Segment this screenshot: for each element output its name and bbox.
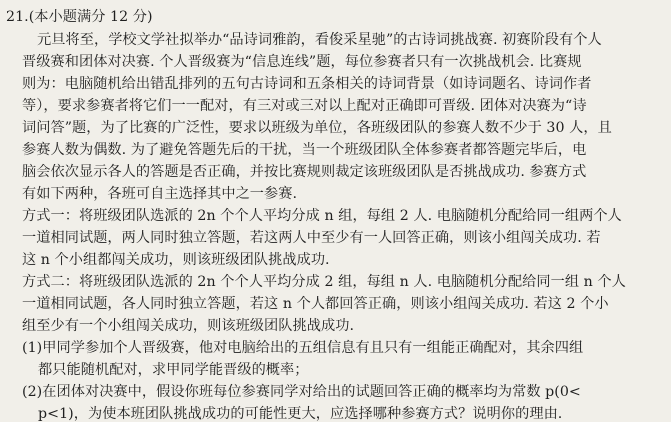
question-line-2: 晋级赛和团体对决赛. 个人晋级赛为“信息连线”题，每位参赛者只有一次挑战机会. 比赛规 (22, 54, 582, 70)
question-line-7: 脑会依次显示各人的答题是否正确，并按比赛规则裁定该班级团队是否挑战成功. 参赛方式 (22, 164, 587, 180)
method-one-line-1: 方式一：将班级团队选派的 2n 个个人平均分成 n 组，每组 2 人. 电脑随机分配给同一组两个人 (22, 208, 622, 224)
question-line-5: 词问答”题，为了比赛的广泛性，要求以班级为单位，各班级团队的参赛人数不少于 30 人，且 (22, 120, 612, 136)
question-line-3: 则为：电脑随机给出错乱排列的五句古诗词和五条相关的诗词背景（如诗词题名、诗词作者 (22, 76, 592, 92)
question-line-1: 元旦将至，学校文学社拟举办“品诗词雅韵，看俊采星驰”的古诗词挑战赛. 初赛阶段有个人 (37, 32, 602, 48)
subquestion-2-line-2: p<1)，为使本班团队挑战成功的可能性更大，应选择哪种参赛方式？说明你的理由. (38, 406, 563, 422)
subquestion-1-line-1: (1)甲同学参加个人晋级赛，他对电脑给出的五组信息有且只有一组能正确配对，其余四组 (22, 340, 584, 356)
subquestion-2-line-1: (2)在团体对决赛中，假设你班每位参赛同学对给出的试题回答正确的概率均为常数 p(0< (22, 384, 581, 400)
question-line-8: 有如下两种，各班可自主选择其中之一参赛. (22, 186, 298, 202)
method-one-line-3: 这 n 个小组都闯关成功，则该班级团队挑战成功. (22, 252, 330, 268)
method-two-line-2: 一道相同试题，各人同时独立答题，若这 n 个人都回答正确，则该小组闯关成功. 若这 2 个小 (22, 296, 609, 312)
question-number: 21.(本小题满分 12 分) (6, 9, 153, 25)
subquestion-1-line-2: 都只能随机配对，求甲同学能晋级的概率； (38, 362, 309, 378)
question-line-4: 等），要求参赛者将它们一一配对，有三对或三对以上配对正确即可晋级. 团体对决赛为“诗 (22, 98, 587, 114)
method-one-line-2: 一道相同试题，两人同时独立答题，若这两人中至少有一人回答正确，则该小组闯关成功. 若 (22, 230, 601, 246)
method-two-line-1: 方式二：将班级团队选派的 2n 个个人平均分成 2 组，每组 n 人. 电脑随机分配给同一组 n 个人 (22, 274, 626, 290)
question-line-6: 参赛人数为偶数. 为了避免答题先后的干扰，当一个班级团队全体参赛者都答题完毕后，电 (22, 142, 587, 158)
method-two-line-3: 组至少有一个小组闯关成功，则该班级团队挑战成功. (22, 318, 355, 334)
